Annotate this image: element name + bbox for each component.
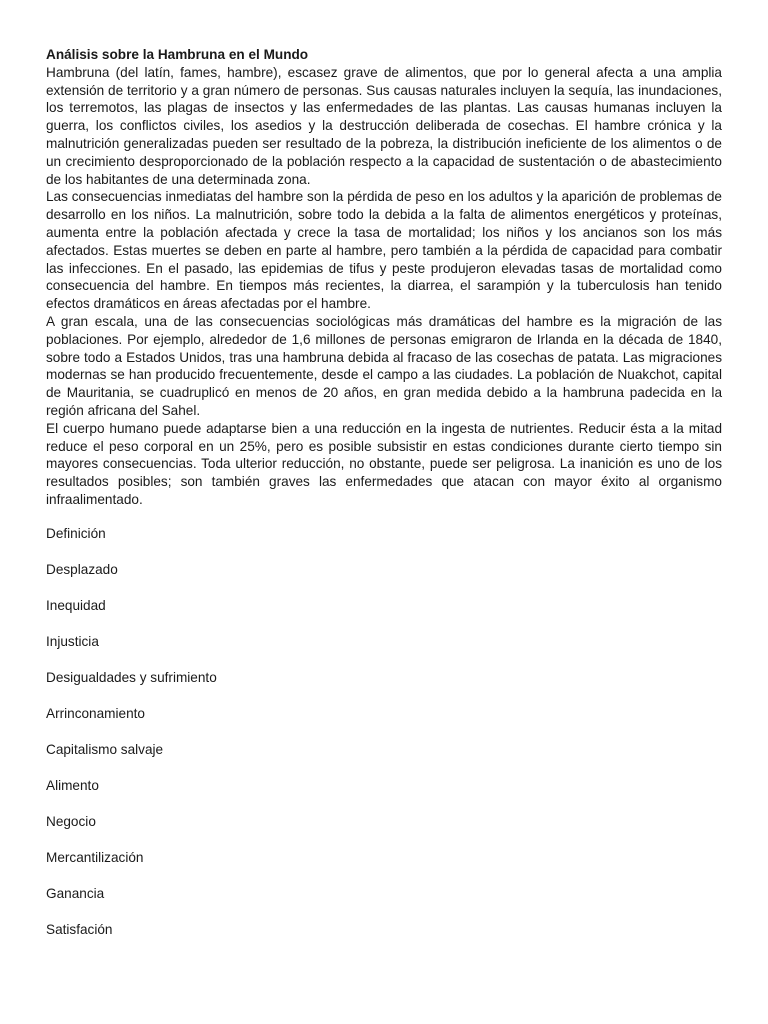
paragraph-migration: A gran escala, una de las consecuencias sociológicas más dramáticas del hambre es la migración de las poblaciones. Por ejemplo, alrededor de 1,6 millones de personas emigraron de Irlanda en la década de 1840, sobre todo a Estados Unidos, tras una hambruna debida al fracaso de las cosechas de patata. Las migraciones modernas se han producido frecuentemente, desde el campo a las ciudades. La población de Nuakchot, capital de Mauritania, se cuadruplicó en menos de 20 años, en gran medida debido a la hambruna padecida en la región africana del Sahel. bbox=[46, 313, 722, 418]
keyword-item: Alimento bbox=[46, 777, 99, 793]
keyword-item: Ganancia bbox=[46, 885, 105, 901]
keyword-item: Injusticia bbox=[46, 633, 99, 649]
keyword-item: Arrinconamiento bbox=[46, 705, 145, 721]
keyword-item: Satisfación bbox=[46, 921, 113, 937]
keyword-item: Inequidad bbox=[46, 597, 106, 613]
keyword-list bbox=[46, 525, 722, 957]
paragraph-adaptation: El cuerpo humano puede adaptarse bien a una reducción en la ingesta de nutrientes. Reducir ésta a la mitad reduce el peso corporal en un 25%, pero es posible subsistir en estas condiciones durante cierto tiempo sin mayores consecuencias. Toda ulterior reducción, no obstante, puede ser peligrosa. La inanición es uno de los resultados posibles; son también graves las enfermedades que atacan con mayor éxito al organismo infraalimentado. bbox=[46, 420, 722, 507]
keyword-item: Capitalismo salvaje bbox=[46, 741, 164, 757]
keyword-item: Negocio bbox=[46, 813, 96, 829]
paragraph-consequences: Las consecuencias inmediatas del hambre son la pérdida de peso en los adultos y la aparición de problemas de desarrollo en los niños. La malnutrición, sobre todo la debida a la falta de alimentos energéticos y proteínas, aumenta entre la población afectada y crece la tasa de mortalidad; los niños y los ancianos son los más afectados. Estas muertes se deben en parte al hambre, pero también a la pérdida de capacidad para combatir las infecciones. En el pasado, las epidemias de tifus y peste produjeron elevadas tasas de mortalidad como consecuencia del hambre. En tiempos más recientes, la diarrea, el sarampión y la tuberculosis han tenido efectos dramáticos en áreas afectadas por el hambre. bbox=[46, 189, 722, 312]
keyword-item: Desigualdades y sufrimiento bbox=[46, 669, 217, 685]
keyword-item: Definición bbox=[46, 525, 106, 541]
keyword-item: Desplazado bbox=[46, 561, 118, 577]
paragraph-definition: Hambruna (del latín, fames, hambre), escasez grave de alimentos, que por lo general afecta a una amplia extensión de territorio y a gran número de personas. Sus causas naturales incluyen la sequía, las inundaciones, los terremotos, las plagas de insectos y las enfermedades de las plantas. Las causas humanas incluyen la guerra, los conflictos civiles, los asedios y la destrucción deliberada de cosechas. El hambre crónica y la malnutrición generalizadas pueden ser resultado de la pobreza, la distribución ineficiente de los alimentos o de un crecimiento desproporcionado de la población respecto a la capacidad de sustentación o de abastecimiento de los habitantes de una determinada zona. bbox=[46, 64, 722, 187]
document-title: Análisis sobre la Hambruna en el Mundo bbox=[46, 47, 309, 62]
keyword-item: Mercantilización bbox=[46, 849, 144, 865]
